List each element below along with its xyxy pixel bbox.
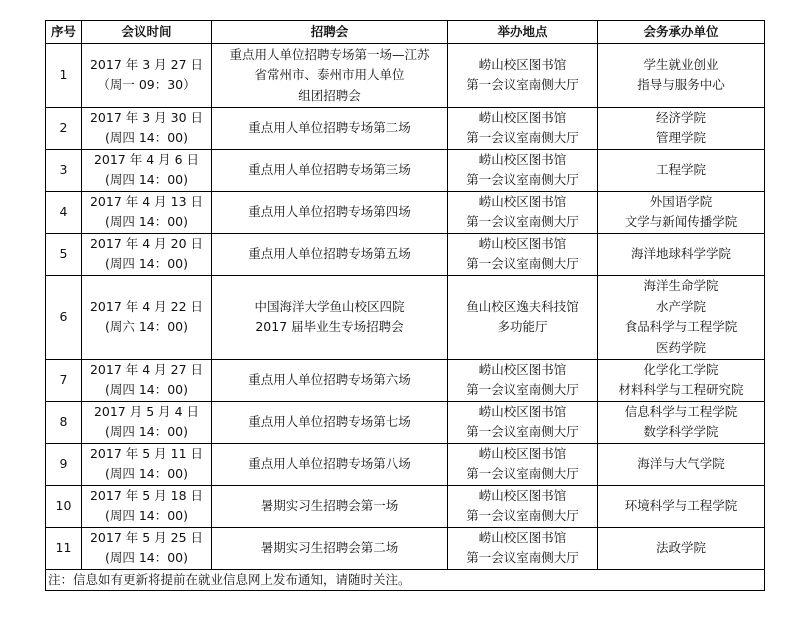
venue-line: 第一会议室南侧大厅 (466, 550, 579, 565)
venue-cell (448, 359, 598, 401)
venue-line: 多功能厅 (497, 319, 548, 334)
organizer-line: 环境科学与工程学院 (624, 497, 738, 513)
row-number-cell: 6 (46, 275, 82, 359)
organizer-line: 化学化工学院 (643, 361, 719, 377)
organizer-line: 管理学院 (655, 130, 706, 145)
meeting-time-line: 2017 年 5 月 11 日 (89, 445, 204, 461)
venue-cell (448, 485, 598, 527)
organizer-cell (598, 191, 765, 233)
venue-line: 崂山校区图书馆 (478, 361, 567, 377)
meeting-time-line: 2017 年 4 月 22 日 (89, 298, 204, 314)
venue-line: 鱼山校区逸夫科技馆 (466, 298, 579, 314)
organizer-line: 外国语学院 (649, 193, 713, 209)
meeting-time-line: 2017 年 5 月 25 日 (89, 529, 204, 545)
meeting-time-cell (82, 107, 212, 149)
venue-line: 第一会议室南侧大厅 (466, 77, 579, 93)
fair-name-line: 2017 届毕业生专场招聘会 (255, 319, 404, 334)
organizer-cell (598, 359, 765, 401)
venue-cell (448, 443, 598, 485)
venue-cell (448, 44, 598, 108)
header-organizer: 会务承办单位 (598, 21, 765, 44)
organizer-cell (598, 485, 765, 527)
organizer-line: 水产学院 (655, 298, 706, 314)
fair-name-line: 重点用人单位招聘专场第五场 (248, 245, 411, 261)
venue-line: 崂山校区图书馆 (478, 235, 567, 251)
footnote: 注：信息如有更新将提前在就业信息网上发布通知，请随时关注。 (46, 569, 765, 590)
meeting-time-cell (82, 401, 212, 443)
table-body (46, 44, 765, 570)
organizer-line: 工程学院 (655, 161, 706, 177)
organizer-line: 经济学院 (655, 109, 706, 125)
fair-name-cell (212, 44, 448, 108)
meeting-time-line: (周四 14：00) (104, 550, 189, 565)
job-fair-schedule-table (45, 20, 765, 591)
venue-cell (448, 149, 598, 191)
organizer-line: 海洋地球科学学院 (630, 245, 731, 261)
meeting-time-line: (周四 14：00) (104, 382, 189, 397)
meeting-time-cell (82, 443, 212, 485)
fair-name-line: 中国海洋大学鱼山校区四院 (254, 298, 405, 314)
organizer-line: 文学与新闻传播学院 (624, 214, 738, 229)
meeting-time-line: （周一 09：30） (97, 77, 196, 93)
meeting-time-line: (周四 14：00) (104, 256, 189, 271)
header-no: 序号 (46, 21, 82, 44)
organizer-cell (598, 107, 765, 149)
venue-line: 第一会议室南侧大厅 (466, 466, 579, 481)
venue-line: 崂山校区图书馆 (478, 109, 567, 125)
venue-cell (448, 527, 598, 569)
organizer-line: 信息科学与工程学院 (624, 403, 738, 419)
meeting-time-line: (周四 14：00) (104, 466, 189, 481)
venue-line: 崂山校区图书馆 (478, 151, 567, 167)
row-number-cell: 1 (46, 44, 82, 108)
organizer-cell (598, 443, 765, 485)
organizer-cell (598, 233, 765, 275)
organizer-line: 指导与服务中心 (637, 77, 725, 93)
fair-name-line: 重点用人单位招聘专场第三场 (248, 161, 411, 177)
fair-name-line: 重点用人单位招聘专场第八场 (248, 455, 411, 471)
row-number-cell: 9 (46, 443, 82, 485)
venue-line: 崂山校区图书馆 (478, 56, 567, 72)
meeting-time-line: (周六 14：00) (104, 319, 189, 334)
table-row (46, 107, 765, 149)
organizer-line: 材料科学与工程研究院 (618, 382, 744, 397)
meeting-time-line: (周四 14：00) (104, 424, 189, 439)
row-number-cell: 4 (46, 191, 82, 233)
fair-name-line: 重点用人单位招聘专场第四场 (248, 203, 411, 219)
organizer-line: 数学科学学院 (643, 424, 719, 439)
venue-line: 崂山校区图书馆 (478, 529, 567, 545)
table-row (46, 233, 765, 275)
venue-line: 第一会议室南侧大厅 (466, 508, 579, 523)
fair-name-cell (212, 107, 448, 149)
note-row (46, 569, 765, 590)
table-row (46, 485, 765, 527)
venue-cell (448, 401, 598, 443)
venue-cell (448, 233, 598, 275)
meeting-time-cell (82, 191, 212, 233)
venue-line: 崂山校区图书馆 (478, 403, 567, 419)
venue-line: 第一会议室南侧大厅 (466, 382, 579, 397)
meeting-time-cell (82, 275, 212, 359)
meeting-time-line: (周四 14：00) (104, 130, 189, 145)
venue-line: 崂山校区图书馆 (478, 487, 567, 503)
venue-line: 第一会议室南侧大厅 (466, 214, 579, 229)
row-number-cell: 2 (46, 107, 82, 149)
organizer-line: 学生就业创业 (643, 56, 719, 72)
venue-line: 崂山校区图书馆 (478, 445, 567, 461)
meeting-time-line: (周四 14：00) (104, 214, 189, 229)
fair-name-cell (212, 485, 448, 527)
row-number-cell: 3 (46, 149, 82, 191)
fair-name-cell (212, 191, 448, 233)
fair-name-line: 重点用人单位招聘专场第二场 (248, 119, 411, 135)
venue-line: 第一会议室南侧大厅 (466, 172, 579, 187)
meeting-time-line: 2017 年 3 月 30 日 (89, 109, 204, 125)
meeting-time-cell (82, 359, 212, 401)
row-number-cell: 10 (46, 485, 82, 527)
meeting-time-line: 2017 年 4 月 20 日 (89, 235, 204, 251)
fair-name-line: 重点用人单位招聘专场第一场—江苏 (229, 46, 430, 62)
header-fair: 招聘会 (212, 21, 448, 44)
fair-name-line: 重点用人单位招聘专场第六场 (248, 371, 411, 387)
organizer-line: 海洋生命学院 (643, 278, 719, 293)
fair-name-cell (212, 527, 448, 569)
fair-name-cell (212, 359, 448, 401)
table-row (46, 401, 765, 443)
meeting-time-line: 2017 年 5 月 18 日 (89, 487, 204, 503)
organizer-cell (598, 275, 765, 359)
organizer-cell (598, 44, 765, 108)
table-row (46, 44, 765, 108)
fair-name-line: 暑期实习生招聘会第二场 (260, 539, 399, 555)
table-row (46, 149, 765, 191)
organizer-cell (598, 527, 765, 569)
organizer-line: 医药学院 (655, 339, 706, 355)
meeting-time-line: 2017 年 4 月 6 日 (93, 151, 200, 167)
meeting-time-line: 2017 年 4 月 27 日 (89, 361, 204, 377)
fair-name-line: 重点用人单位招聘专场第七场 (248, 413, 411, 429)
meeting-time-line: 2017 月 5 月 4 日 (93, 403, 200, 419)
schedule-document (45, 20, 764, 591)
meeting-time-cell (82, 485, 212, 527)
venue-line: 第一会议室南侧大厅 (466, 130, 579, 145)
fair-name-cell (212, 443, 448, 485)
meeting-time-cell (82, 527, 212, 569)
meeting-time-line: 2017 年 4 月 13 日 (89, 193, 204, 209)
organizer-cell (598, 149, 765, 191)
organizer-line: 海洋与大气学院 (637, 455, 725, 471)
organizer-line: 食品科学与工程学院 (624, 319, 738, 334)
fair-name-line: 省常州市、泰州市用人单位 (254, 67, 405, 82)
fair-name-cell (212, 401, 448, 443)
organizer-line: 法政学院 (655, 539, 706, 555)
meeting-time-cell (82, 44, 212, 108)
venue-cell (448, 275, 598, 359)
header-place: 举办地点 (448, 21, 598, 44)
table-row (46, 359, 765, 401)
venue-line: 崂山校区图书馆 (478, 193, 567, 209)
meeting-time-line: 2017 年 3 月 27 日 (89, 56, 204, 72)
fair-name-cell (212, 233, 448, 275)
fair-name-line: 暑期实习生招聘会第一场 (260, 497, 399, 513)
meeting-time-cell (82, 233, 212, 275)
row-number-cell: 7 (46, 359, 82, 401)
table-row (46, 443, 765, 485)
venue-cell (448, 191, 598, 233)
venue-cell (448, 107, 598, 149)
table-row (46, 527, 765, 569)
fair-name-cell (212, 149, 448, 191)
fair-name-cell (212, 275, 448, 359)
header-time: 会议时间 (82, 21, 212, 44)
venue-line: 第一会议室南侧大厅 (466, 424, 579, 439)
meeting-time-line: (周四 14：00) (104, 172, 189, 187)
table-header-row (46, 21, 765, 44)
row-number-cell: 11 (46, 527, 82, 569)
row-number-cell: 5 (46, 233, 82, 275)
meeting-time-line: (周四 14：00) (104, 508, 189, 523)
table-row (46, 191, 765, 233)
table-row (46, 275, 765, 359)
meeting-time-cell (82, 149, 212, 191)
venue-line: 第一会议室南侧大厅 (466, 256, 579, 271)
organizer-cell (598, 401, 765, 443)
row-number-cell: 8 (46, 401, 82, 443)
fair-name-line: 组团招聘会 (298, 87, 361, 103)
